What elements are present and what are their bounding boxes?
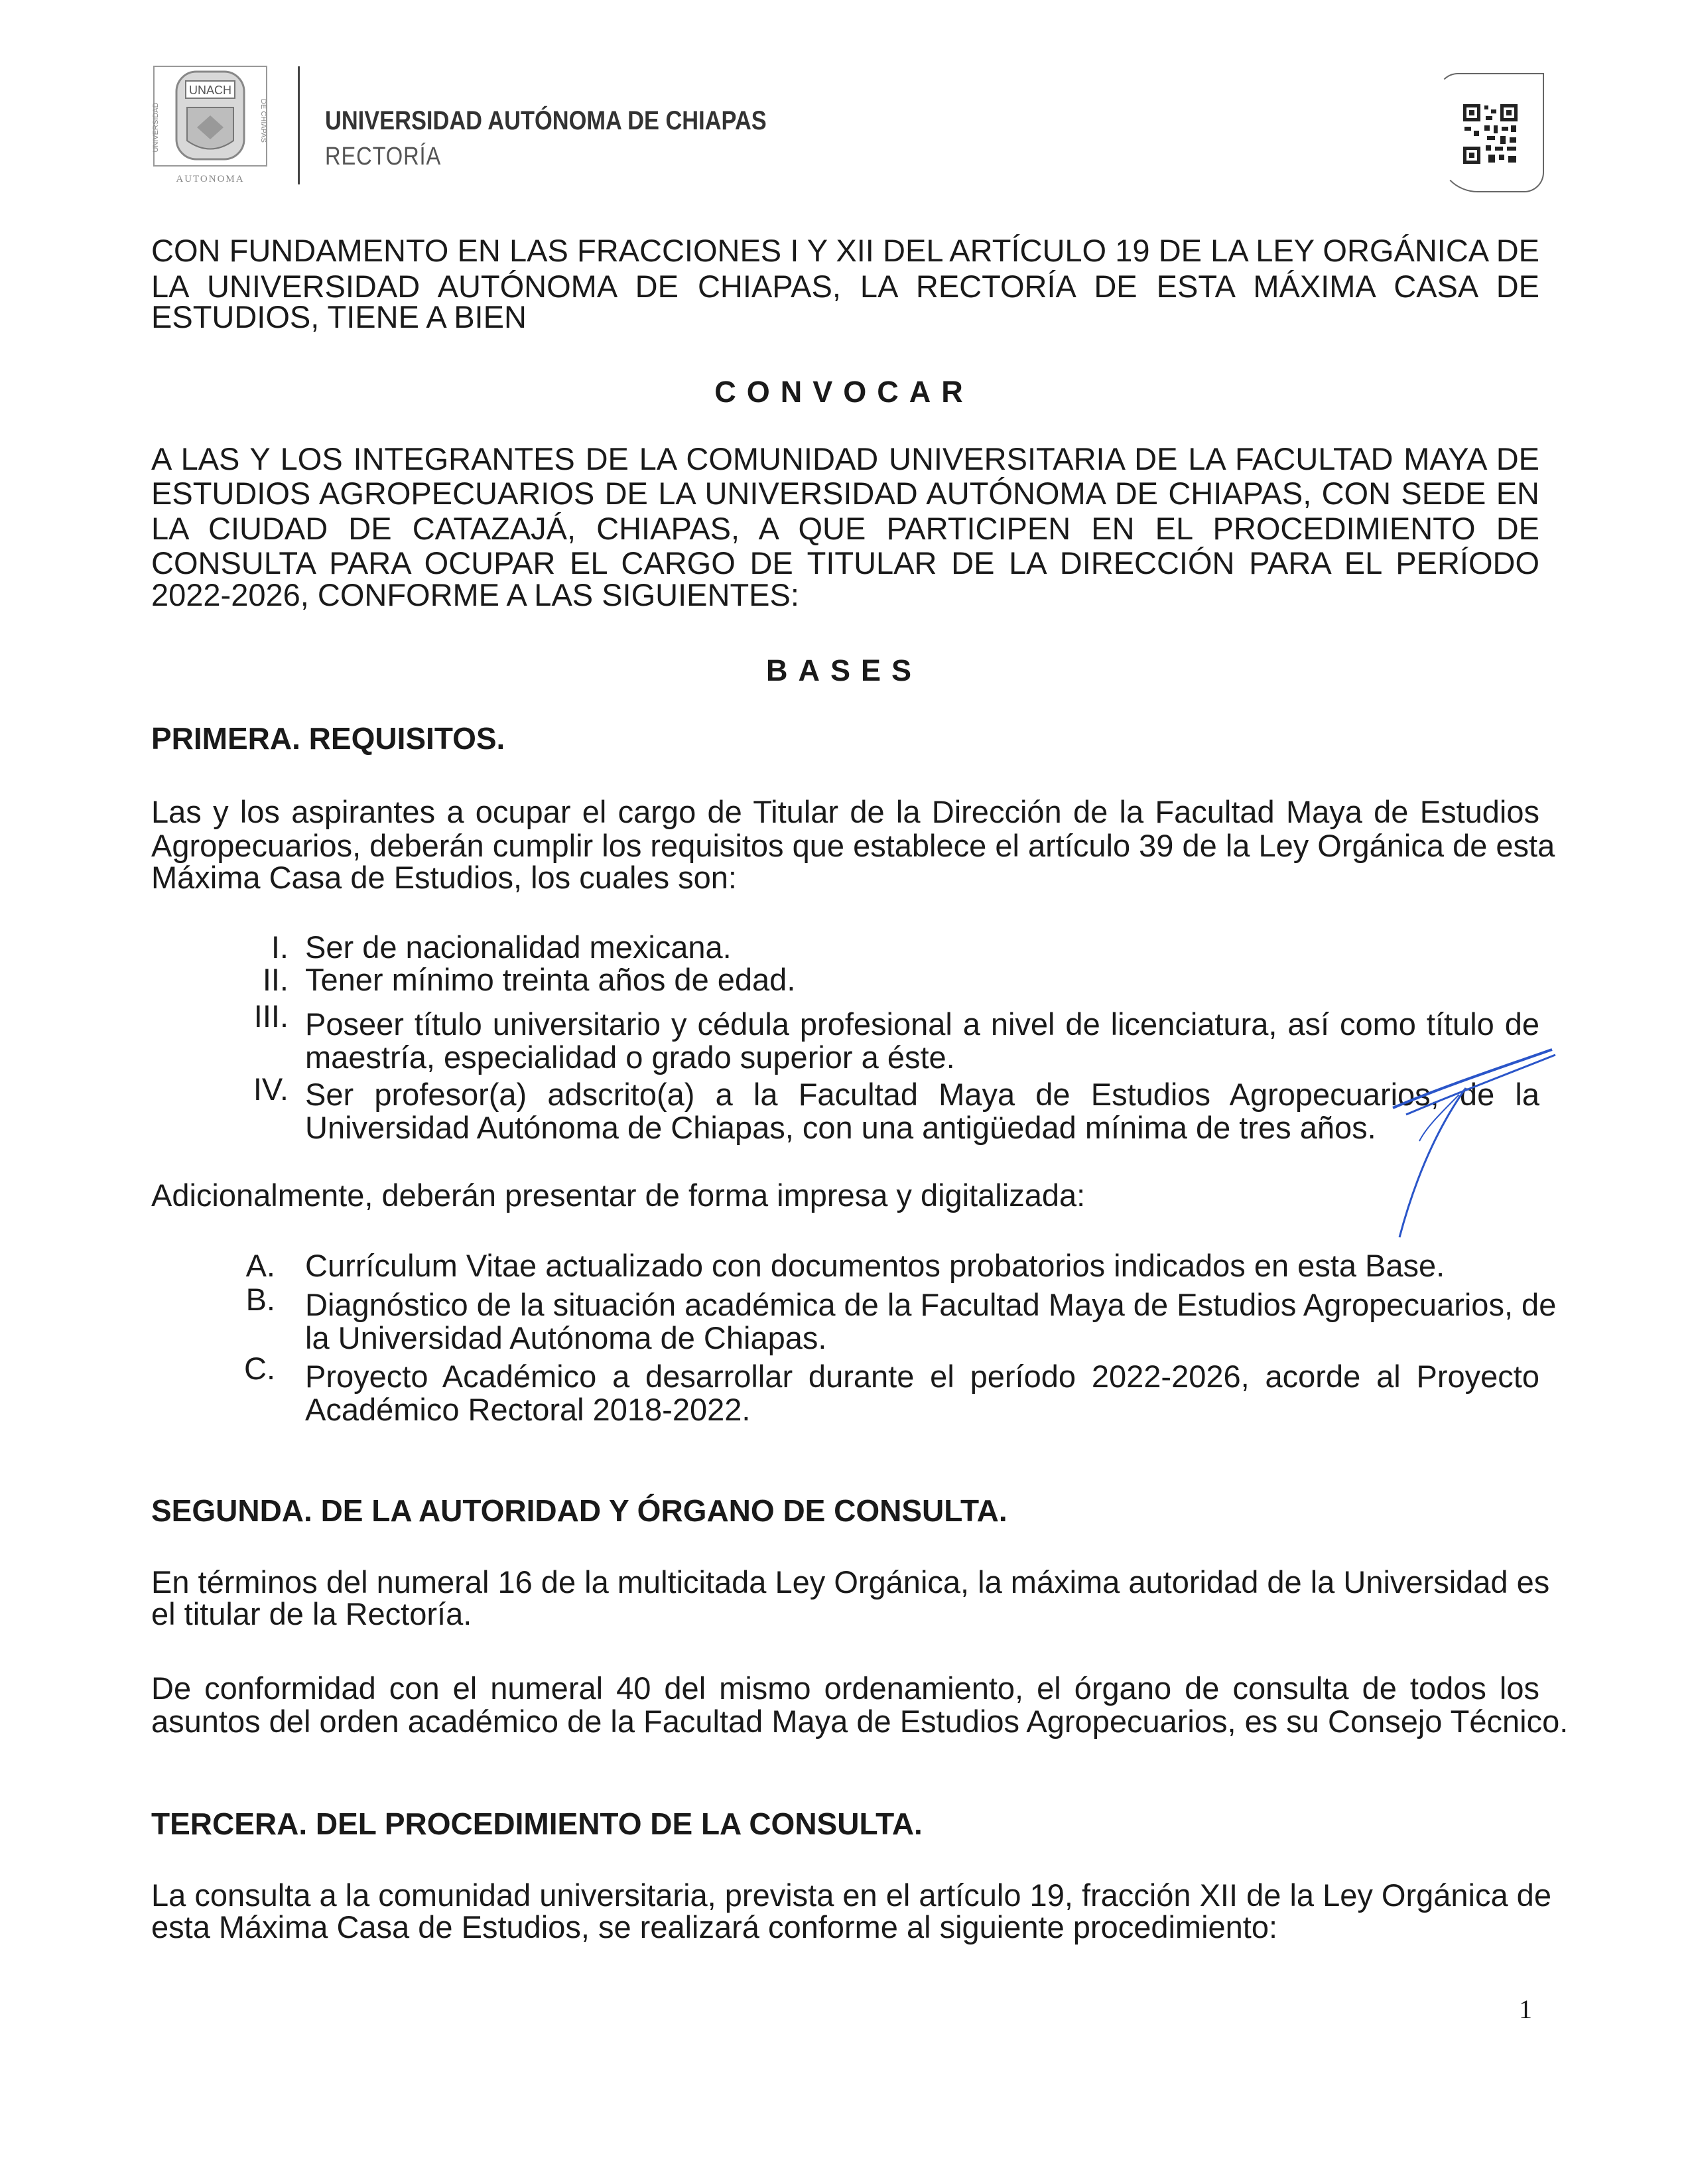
list-number: C. — [244, 1351, 275, 1386]
paragraph-line: Agropecuarios, deberán cumplir los requisitos que establece el artículo 39 de la Ley Orgánica de esta — [151, 828, 1555, 863]
list-item — [305, 1008, 1539, 1074]
paragraph-line: De conformidad con el numeral 40 del mismo ordenamiento, el órgano de consulta de todos los — [151, 1671, 1539, 1706]
list-item-line: Proyecto Académico a desarrollar durante el período 2022-2026, acorde al Proyecto — [305, 1359, 1539, 1394]
department-name: RECTORÍA — [325, 143, 442, 171]
convocar-title: CONVOCAR — [714, 375, 974, 409]
preamble-line: ESTUDIOS, TIENE A BIEN — [151, 299, 527, 334]
convocar-line: ESTUDIOS AGROPECUARIOS DE LA UNIVERSIDAD AUTÓNOMA DE CHIAPAS, CON SEDE EN — [151, 476, 1539, 511]
paragraph-line: asuntos del orden académico de la Facultad Maya de Estudios Agropecuarios, es su Consejo Técnico. — [151, 1704, 1569, 1739]
list-number: III. — [253, 998, 289, 1034]
paragraph-line: esta Máxima Casa de Estudios, se realizará conforme al siguiente procedimiento: — [151, 1909, 1278, 1945]
list-item: Tener mínimo treinta años de edad. — [305, 962, 796, 997]
convocar-line: LA CIUDAD DE CATAZAJÁ, CHIAPAS, A QUE PARTICIPEN EN EL PROCEDIMIENTO DE — [151, 511, 1539, 546]
qr-code-icon — [1462, 103, 1519, 165]
list-number: A. — [245, 1248, 275, 1283]
paragraph-line: Máxima Casa de Estudios, los cuales son: — [151, 860, 737, 895]
list-item — [305, 1360, 1539, 1426]
list-item-line: Ser profesor(a) adscrito(a) a la Facultad Maya de Estudios Agropecuarios, de la — [305, 1077, 1539, 1112]
convocar-line: A LAS Y LOS INTEGRANTES DE LA COMUNIDAD UNIVERSITARIA DE LA FACULTAD MAYA DE — [151, 441, 1539, 476]
page-number: 1 — [1519, 1994, 1532, 2024]
section-title-tercera: TERCERA. DEL PROCEDIMIENTO DE LA CONSULTA. — [151, 1807, 923, 1841]
list-number: II. — [262, 962, 289, 997]
section-title-primera: PRIMERA. REQUISITOS. — [151, 721, 505, 756]
svg-text:AUTONOMA: AUTONOMA — [176, 174, 245, 184]
preamble-line: CON FUNDAMENTO EN LAS FRACCIONES I Y XII DEL ARTÍCULO 19 DE LA LEY ORGÁNICA DE — [151, 233, 1539, 268]
list-item — [305, 1287, 1557, 1355]
header-divider — [298, 66, 300, 184]
bases-title: BASES — [765, 653, 923, 687]
section-title-segunda: SEGUNDA. DE LA AUTORIDAD Y ÓRGANO DE CONSULTA. — [151, 1493, 1007, 1528]
svg-text:DE CHIAPAS: DE CHIAPAS — [259, 99, 267, 143]
convocar-line: 2022-2026, CONFORME A LAS SIGUIENTES: — [151, 577, 799, 612]
paragraph-line: el titular de la Rectoría. — [151, 1596, 472, 1631]
list-number: I. — [271, 929, 289, 965]
svg-text:UNACH: UNACH — [188, 84, 232, 97]
list-item — [305, 1078, 1539, 1144]
paragraph-line: Adicionalmente, deberán presentar de forma impresa y digitalizada: — [151, 1178, 1086, 1213]
list-number: IV. — [253, 1071, 289, 1107]
list-item-line: la Universidad Autónoma de Chiapas. — [305, 1320, 827, 1355]
list-item-line: Académico Rectoral 2018-2022. — [305, 1392, 751, 1427]
convocar-line: CONSULTA PARA OCUPAR EL CARGO DE TITULAR DE LA DIRECCIÓN PARA EL PERÍODO — [151, 545, 1539, 580]
university-name: UNIVERSIDAD AUTÓNOMA DE CHIAPAS — [325, 106, 767, 135]
list-item-line: Universidad Autónoma de Chiapas, con una antigüedad mínima de tres años. — [305, 1110, 1376, 1145]
paragraph-line: En términos del numeral 16 de la multicitada Ley Orgánica, la máxima autoridad de la Universidad es — [151, 1564, 1550, 1600]
list-item: Ser de nacionalidad mexicana. — [305, 929, 732, 965]
preamble-line: LA UNIVERSIDAD AUTÓNOMA DE CHIAPAS, LA RECTORÍA DE ESTA MÁXIMA CASA DE — [151, 269, 1539, 304]
list-item-line: Diagnóstico de la situación académica de la Facultad Maya de Estudios Agropecuarios, de — [305, 1287, 1557, 1322]
list-number: B. — [245, 1282, 275, 1317]
list-item: Currículum Vitae actualizado con documentos probatorios indicados en esta Base. — [305, 1248, 1445, 1283]
list-item-line: Poseer título universitario y cédula profesional a nivel de licenciatura, así como título de — [305, 1006, 1539, 1042]
paragraph-line: Las y los aspirantes a ocupar el cargo de Titular de la Dirección de la Facultad Maya de Estudios — [151, 794, 1539, 829]
svg-text:UNIVERSIDAD: UNIVERSIDAD — [152, 102, 160, 153]
university-seal-icon — [147, 61, 273, 186]
paragraph-line: La consulta a la comunidad universitaria, prevista en el artículo 19, fracción XII de la Ley Orgánica de — [151, 1877, 1551, 1913]
list-item-line: maestría, especialidad o grado superior a éste. — [305, 1040, 955, 1075]
